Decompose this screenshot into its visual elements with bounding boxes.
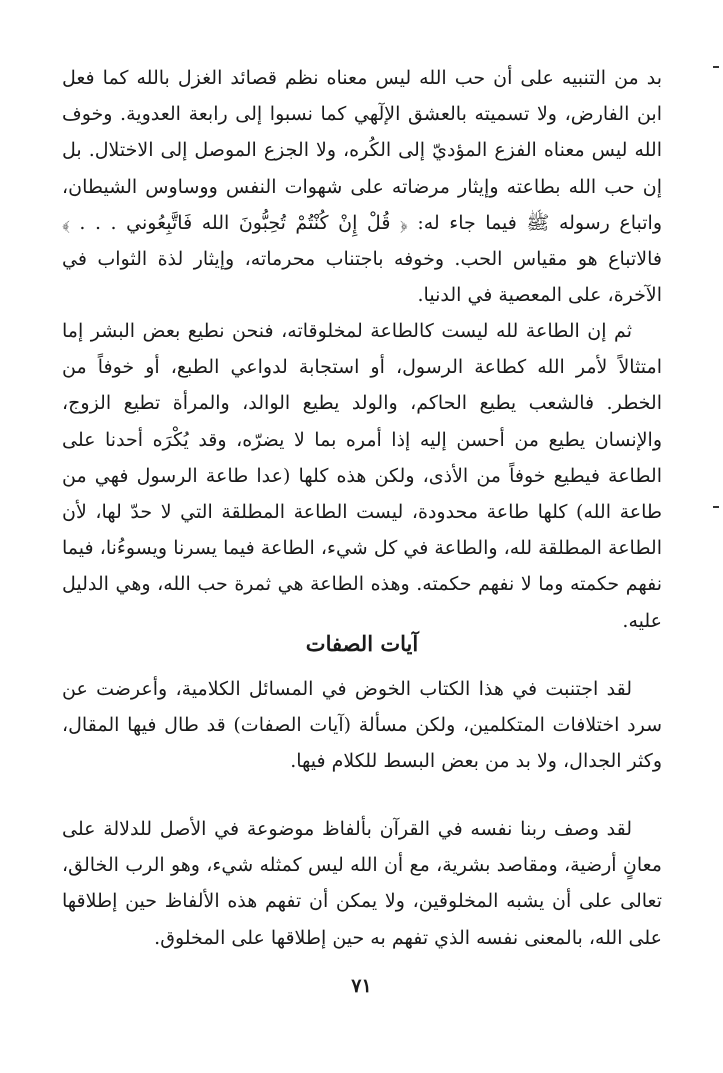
paragraph-divine-attributes [62,811,662,956]
paragraph-love-and-fear-of-god [62,60,662,313]
paragraph-text: بد من التنبيه على أن حب الله ليس معناه نظم قصائد الغزل بالله كما فعل ابن الفارض، ولا تسميته بالعشق الإلٓهي كما نسبوا إلى رابعة العدوية. وخوف الله ليس معناه الفزع المؤديّ إلى الكُره، ولا الجزع الموصل إلى الاختلال. بل إن حب الله بطاعته وإيثار مرضاته على شهوات النفس ووساوس الشيطان، واتباع رسوله ﷺ فيما جاء له: ﴿ قُلْ إِنْ كُنْتُمْ تُحِبُّونَ الله فَاتَّبِعُوني . . . ﴾ فالاتباع هو مقياس الحب. وخوفه باجتناب محرماته، وإيثار لذة الثواب في الآخرة، على المعصية في الدنيا. [62,67,662,307]
paragraph-text: لقد اجتنبت في هذا الكتاب الخوض في المسائل الكلامية، وأعرضت عن سرد اختلافات المتكلمين، ولكن مسألة (آيات الصفات) قد طال فيها المقال، وكثر الجدال، ولا بد من بعض البسط للكلام فيها. [62,678,662,773]
paragraph-obedience-to-god [62,313,662,639]
paragraph-avoiding-theology [62,671,662,780]
scan-edge-mark [713,506,719,508]
paragraph-text: ثم إن الطاعة لله ليست كالطاعة لمخلوقاته، فنحن نطيع بعض البشر إما امتثالاً لأمر الله كطاعة الرسول، أو استجابة لدواعي الطبع، أو خوفاً من الخطر. فالشعب يطيع الحاكم، والولد يطيع الوالد، والمرأة تطيع الزوج، والإنسان يطيع من أحسن إليه إذا أمره بما لا يضرّه، وقد يُكْرَه أحدنا على الطاعة فيطيع خوفاً من الأذى، ولكن هذه كلها (عدا طاعة الرسول فهي من طاعة الله) كلها طاعة محدودة، ليست الطاعة المطلقة التي لا حدّ لها، لأن الطاعة المطلقة لله، والطاعة في كل شيء، الطاعة فيما يسرنا ويسوءُنا، فيما نفهم حكمته وما لا نفهم حكمته. وهذه الطاعة هي ثمرة حب الله، وهي الدليل عليه. [62,320,662,632]
page-number: ٧١ [351,975,372,997]
section-heading: آيات الصفات [305,631,419,656]
scan-edge-mark [713,66,719,68]
paragraph-text: لقد وصف ربنا نفسه في القرآن بألفاظ موضوعة في الأصل للدلالة على معانٍ أرضية، ومقاصد بشرية، مع أن الله ليس كمثله شيء، وهو الرب الخالق، تعالى على أن يشبه المخلوقين، ولا يمكن أن تفهم هذه الألفاظ حين إطلاقها على الله، بالمعنى نفسه الذي تفهم به حين إطلاقها على المخلوق. [62,818,662,949]
